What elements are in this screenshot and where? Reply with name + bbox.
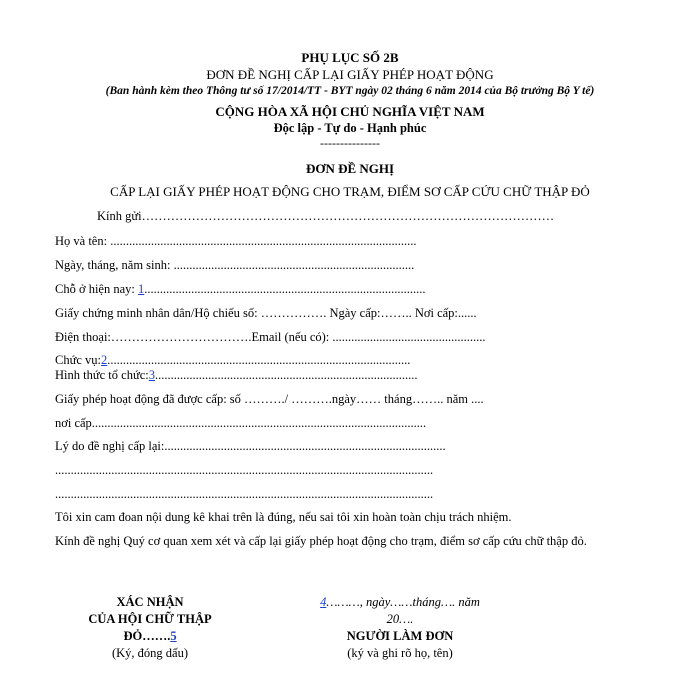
appendix-heading: PHỤ LỤC SỐ 2B	[301, 50, 399, 65]
address-label: Chỗ ở hiện nay:	[55, 282, 138, 296]
issued-note: (Ban hành kèm theo Thông tư số 17/2014/TT - BYT ngày 02 tháng 6 năm 2014 của Bộ trưởng Bộ Y tế)	[105, 85, 595, 97]
date-place-line	[290, 594, 510, 611]
applicant-block	[290, 594, 510, 662]
confirmation-org: CỦA HỘI CHỮ THẬP	[88, 612, 212, 626]
footnote-link-4[interactable]: 4	[320, 595, 327, 609]
id-card-line: Giấy chứng minh nhân dân/Hộ chiếu số: ……………. Ngày cấp:…….. Nơi cấp:......	[55, 306, 477, 320]
recipient-line: Kính gửi………………………………………………………………………………………	[97, 209, 555, 223]
confirmation-sign-note: (Ký, đóng dấu)	[111, 646, 189, 660]
blank-line-2: .........................................................................................................................	[55, 487, 434, 501]
confirmation-org-text: ĐỎ…….	[123, 629, 171, 643]
request-statement: Kính đề nghị Quý cơ quan xem xét và cấp lại giấy phép hoạt động cho trạm, điểm sơ cấp cứu chữ thập đỏ.	[55, 534, 587, 548]
address-line	[55, 282, 426, 297]
document-title: ĐƠN ĐỀ NGHỊ	[305, 161, 395, 176]
organization-form-dots: ....................................................................................	[155, 368, 418, 382]
organization-form-label: Hình thức tổ chức:	[55, 368, 149, 382]
birth-date-line: Ngày, tháng, năm sinh: .............................................................................	[55, 258, 415, 272]
country-name: CỘNG HÒA XÃ HỘI CHỦ NGHĨA VIỆT NAM	[215, 104, 485, 119]
national-motto: Độc lập - Tự do - Hạnh phúc	[273, 121, 427, 135]
separator-line: ---------------	[320, 136, 380, 150]
organization-form-line	[55, 368, 418, 383]
date-year-line: 20….	[386, 612, 414, 626]
address-dots: ..........................................................................................	[144, 282, 426, 296]
footnote-link-2[interactable]: 2	[101, 353, 108, 367]
phone-email-line: Điện thoại:…………………………….Email (nếu có): .................................................	[55, 330, 486, 344]
issuing-place-line: nơi cấp...........................................................................................................	[55, 416, 427, 430]
footnote-link-5[interactable]: 5	[170, 629, 177, 643]
confirmation-org-end	[60, 628, 240, 645]
applicant-title: NGƯỜI LÀM ĐƠN	[346, 629, 454, 643]
footnote-link-3[interactable]: 3	[148, 368, 155, 382]
confirmation-title: XÁC NHẬN	[116, 595, 184, 609]
blank-line-1: .........................................................................................................................	[55, 463, 434, 477]
commitment-statement: Tôi xin cam đoan nội dung kê khai trên là đúng, nếu sai tôi xin hoàn toàn chịu trách nhiệm.	[55, 510, 512, 524]
form-title: ĐƠN ĐỀ NGHỊ CẤP LẠI GIẤY PHÉP HOẠT ĐỘNG	[206, 67, 494, 82]
document-subtitle: CẤP LẠI GIẤY PHÉP HOẠT ĐỘNG CHO TRẠM, ĐIỂM SƠ CẤP CỨU CHỮ THẬP ĐỎ	[110, 184, 590, 199]
position-label: Chức vụ:	[55, 353, 102, 367]
position-line	[55, 353, 410, 368]
applicant-sign-note: (ký và ghi rõ họ, tên)	[347, 646, 453, 660]
position-dots: .................................................................................................	[107, 353, 411, 367]
date-place-text: ………, ngày……tháng…. năm	[326, 595, 480, 609]
reason-line: Lý do đề nghị cấp lại:..........................................................................................	[55, 439, 446, 453]
confirmation-block	[60, 594, 240, 662]
license-issued-line: Giấy phép hoạt động đã được cấp: số ………./ ……….ngày…… tháng…….. năm ....	[55, 392, 484, 406]
footnote-link-1[interactable]: 1	[138, 282, 145, 296]
full-name-line: Họ và tên: ..................................................................................................	[55, 234, 417, 248]
